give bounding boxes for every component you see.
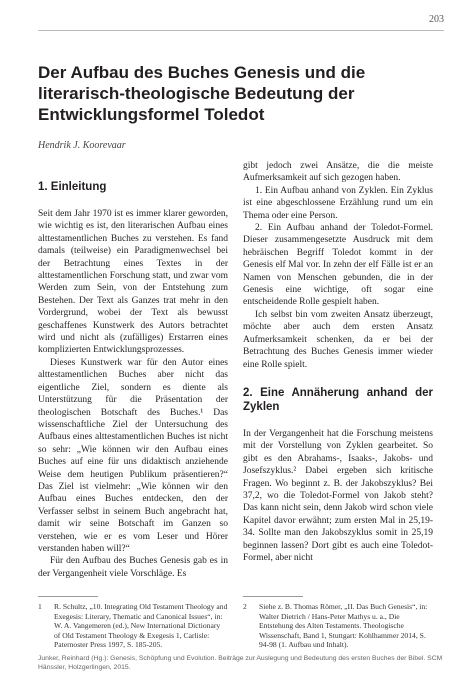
footnote-separator — [38, 596, 98, 597]
footnote-text: Siehe z. B. Thomas Römer, „II. Das Buch Genesis“, in: Walter Dietrich / Hans-Peter Mathys u. a., Die Entstehung des Alten Testaments. Theologische Wissenschaft, Band 1, Stuttgart: Kohlhammer 2014, S. 94-98 (1. Aufbau und Inhalt). — [259, 602, 428, 650]
paragraph: In der Vergangenheit hat die Forschung meistens mit der Vorstellung von Zyklen gearbeitet. So gibt es den Abrahams-, Isaaks-, Jakobs- und Josefszyklus.² Dabei ergeben sich kritische Fragen. Wo beginnt z. B. der Jakobszyklus? Bei 37,2, wo die Toledot-Formel von Jakob steht? Das kann nicht sein, denn Jakob wird schon viele Kapitel davor erwähnt; zum ersten Mal in 25,19-34. Sollte man den Jakobszyklus somit in 25,19 beginnen lassen? Dort gibt es auch eine Toledot-Formel, aber nicht — [243, 428, 433, 563]
footnote-1 — [38, 602, 228, 650]
paragraph: Ich selbst bin vom zweiten Ansatz überzeugt, möchte aber auch dem ersten Ansatz Aufmerksamkeit schenken, da er bei der Betrachtung des Buches Genesis immer wieder eine Rolle spielt. — [243, 309, 433, 370]
paragraph: Seit dem Jahr 1970 ist es immer klarer geworden, wie wichtig es ist, den literarischen Aufbau eines alttestamentlichen Buches zu verstehen. Es fand damals (teilweise) ein Paradigmenwechsel bei der Betrachtung eines Textes in der alttestamentlichen Forschung statt, und zwar vom Werden zum Sein, von der Entstehung zum Bestehen. Der Text als Ganzes trat mehr in den Vordergrund, wobei der Text als bewusst geschaffenes Kunstwerk des Autors betrachtet wird und nicht als (zufälliges) Erstarren eines komplizierten Entwicklungsprozesses. — [38, 209, 228, 356]
footnote-marker: 2 — [243, 602, 247, 611]
paragraph: 1. Ein Aufbau anhand von Zyklen. Ein Zyklus ist eine abgeschlossene Erzählung rund um ein Thema oder eine Person. — [243, 185, 433, 221]
header-rule — [38, 30, 444, 31]
right-column — [243, 160, 433, 564]
left-column — [38, 180, 228, 580]
paragraph: Für den Aufbau des Buches Genesis gab es in der Vergangenheit viele Vorschläge. Es — [38, 556, 228, 579]
author-name: Hendrik J. Koorevaar — [38, 140, 126, 151]
article-title: Der Aufbau des Buches Genesis und die literarisch-theologische Bedeutung der Entwicklungsformel Toledot — [38, 63, 366, 124]
section-heading-zyklen: 2. Eine Annäherung anhand der Zyklen — [243, 386, 433, 413]
publication-credit: Junker, Reinhard (Hg.): Genesis, Schöpfung und Evolution. Beiträge zur Auslegung und Bedeutung des ersten Buches der Bibel. SCM Hänssler, Holzgerlingen, 2015. — [38, 655, 443, 671]
paragraph: 2. Ein Aufbau anhand der Toledot-Formel. Dieser zusammengesetzte Ausdruck mit dem hebräischen Begriff Toledot kommt in der Genesis elf Mal vor. In zehn der elf Fälle ist er an Namen von Menschen gebunden, die in der Genesis eine wichtige, oft sogar eine entscheidende Rolle gespielt haben. — [243, 223, 433, 308]
footnote-2 — [243, 602, 433, 650]
footnote-text: R. Schultz, „10. Integrating Old Testament Theology and Exegesis: Literary, Thematic and Canonical Issues“, in: W. A. Vangemeren (ed.), New International Dictionary of Old Testament Theology & Exegesis 1, Carlisle: Paternoster Press 1997, S. 185-205. — [54, 602, 228, 650]
footnote-separator — [243, 596, 303, 597]
paragraph: gibt jedoch zwei Ansätze, die die meiste Aufmerksamkeit auf sich gezogen haben. — [243, 161, 433, 184]
page-number: 203 — [429, 14, 444, 25]
paragraph: Dieses Kunstwerk war für den Autor eines alttestamentlichen Buches aber nicht das eigentliche Ziel, sondern es diente als Unterstützung für die Präsentation der theologischen Botschaft des Buches.¹ Das wissenschaftliche Ziel der Untersuchung des Aufbaus eines alttestamentlichen Buches ist nicht so sehr: „Wie können wir den Aufbau eines Buches auf eine für uns didaktisch anziehende Weise dem heutigen Publikum präsentieren?“ Das Ziel ist vielmehr: „Wie können wir den Aufbau eines Buches entdecken, den der Verfasser selbst in seinem Buch angebracht hat, damit wir seine Botschaft im Ganzen so verstehen, wie er es vom Leser und Hörer verstanden haben will?“ — [38, 357, 228, 554]
section-heading-einleitung: 1. Einleitung — [38, 181, 107, 193]
footnote-marker: 1 — [38, 602, 42, 611]
